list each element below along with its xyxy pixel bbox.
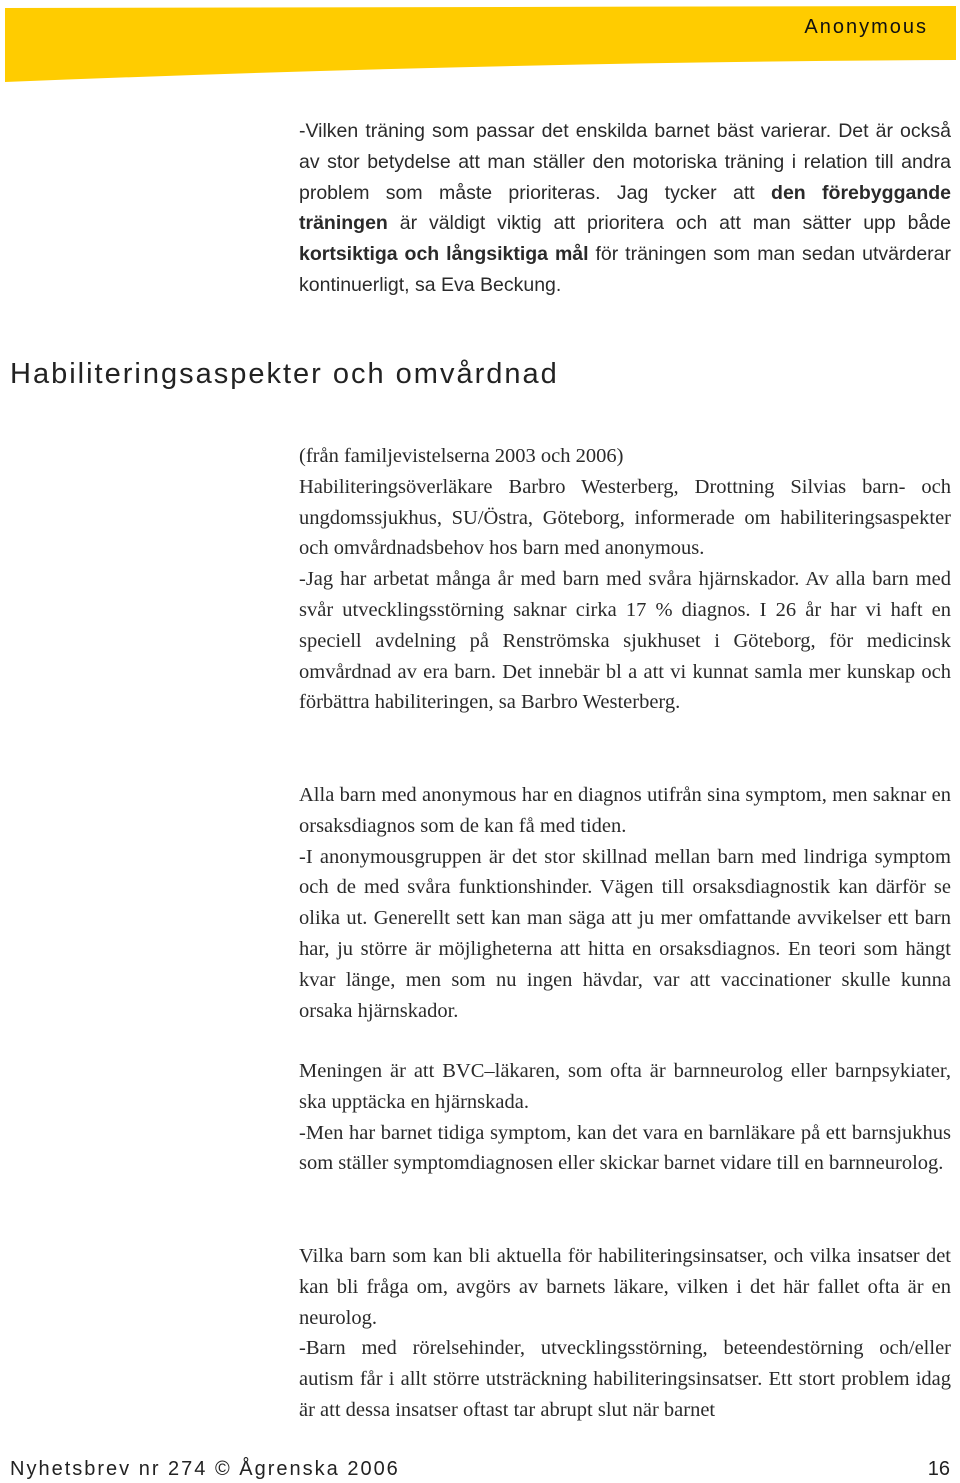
body-paragraph: -Barn med rörelsehinder, utvecklingsstörning, beteendestörning och/eller autism får i allt större utsträckning habiliteringsinsatser. Ett stort problem idag är att dessa insatser oftast tar abrupt slut när barnet: [299, 1337, 951, 1421]
intro-text: för träningen som man sedan utvärderar kontinuerligt, sa Eva Beckung.: [299, 243, 951, 296]
page-number: 16: [927, 1458, 950, 1480]
intro-paragraph: [299, 116, 951, 301]
body-paragraph: Vilka barn som kan bli aktuella för habiliteringsinsatser, och vilka insatser det kan bli fråga om, avgörs av barnets läkare, vilken i det här fallet ofta är en neurolog.: [299, 1245, 951, 1329]
text-block: [299, 441, 951, 718]
body-paragraph: Habiliteringsöverläkare Barbro Westerberg, Drottning Silvias barn- och ungdomssjukhus, SU/Östra, Göteborg, informerade om habiliteringsaspekter och omvårdnadsbehov hos barn med anonymous.: [299, 475, 951, 560]
body-paragraph: (från familjevistelserna 2003 och 2006): [299, 445, 624, 467]
body-paragraph: Meningen är att BVC–läkaren, som ofta är barnneurolog eller barnpsykiater, ska upptäcka en hjärnskada.: [299, 1060, 951, 1113]
footer-publication: Nyhetsbrev nr 274 © Ågrenska 2006: [10, 1458, 400, 1480]
body-paragraph: -Men har barnet tidiga symptom, kan det vara en barnläkare på ett barnsjukhus som ställer symptomdiagnosen eller skickar barnet vidare till en barnneurolog.: [299, 1121, 951, 1175]
body-paragraph: -Jag har arbetat många år med barn med svåra hjärnskador. Av alla barn med svår utvecklingsstörning saknar cirka 17 % diagnos. I 26 år har vi haft en speciell avdelning på Renströmska sjukhuset i Göteborg, för medicinsk omvårdnad av era barn. Det innebär bl a att vi kunnat samla mer kunskap och förbättra habiliteringen, sa Barbro Westerberg.: [299, 568, 951, 714]
yellow-band-shape: [0, 0, 960, 90]
header-banner: [0, 0, 960, 90]
text-block: [299, 1241, 951, 1426]
body-paragraph: -I anonymousgruppen är det stor skillnad mellan barn med lindriga symptom och de med svåra funktionshinder. Vägen till orsaksdiagnostik kan därför se olika ut. Generellt sett kan man säga att ju mer omfattande avvikelser ett barn har, ju större är möjligheterna att hitta en orsaksdiagnos. En teori som hängt kvar länge, men som nu ingen hävdar, var att vaccinationer skulle kunna orsaka hjärnskador.: [299, 845, 951, 1022]
intro-text: -Vilken träning som passar det enskilda barnet bäst varierar. Det är också av stor betydelse att man ställer den motoriska träning i relation till andra problem som måste prioriteras. Jag tycker att: [299, 120, 951, 204]
text-block: [299, 780, 951, 1026]
intro-text: är väldigt viktig att prioritera och att man sätter upp både: [387, 212, 951, 235]
emphasis-text: den förebyggande träningen: [299, 181, 951, 235]
body-paragraph: Alla barn med anonymous har en diagnos utifrån sina symptom, men saknar en orsaksdiagnos som de kan få med tiden.: [299, 784, 951, 837]
emphasis-text: kortsiktiga och långsiktiga mål: [299, 243, 589, 266]
header-title: Anonymous: [804, 16, 928, 38]
text-block: [299, 1056, 951, 1179]
section-heading: Habiliteringsaspekter och omvårdnad: [10, 358, 559, 390]
